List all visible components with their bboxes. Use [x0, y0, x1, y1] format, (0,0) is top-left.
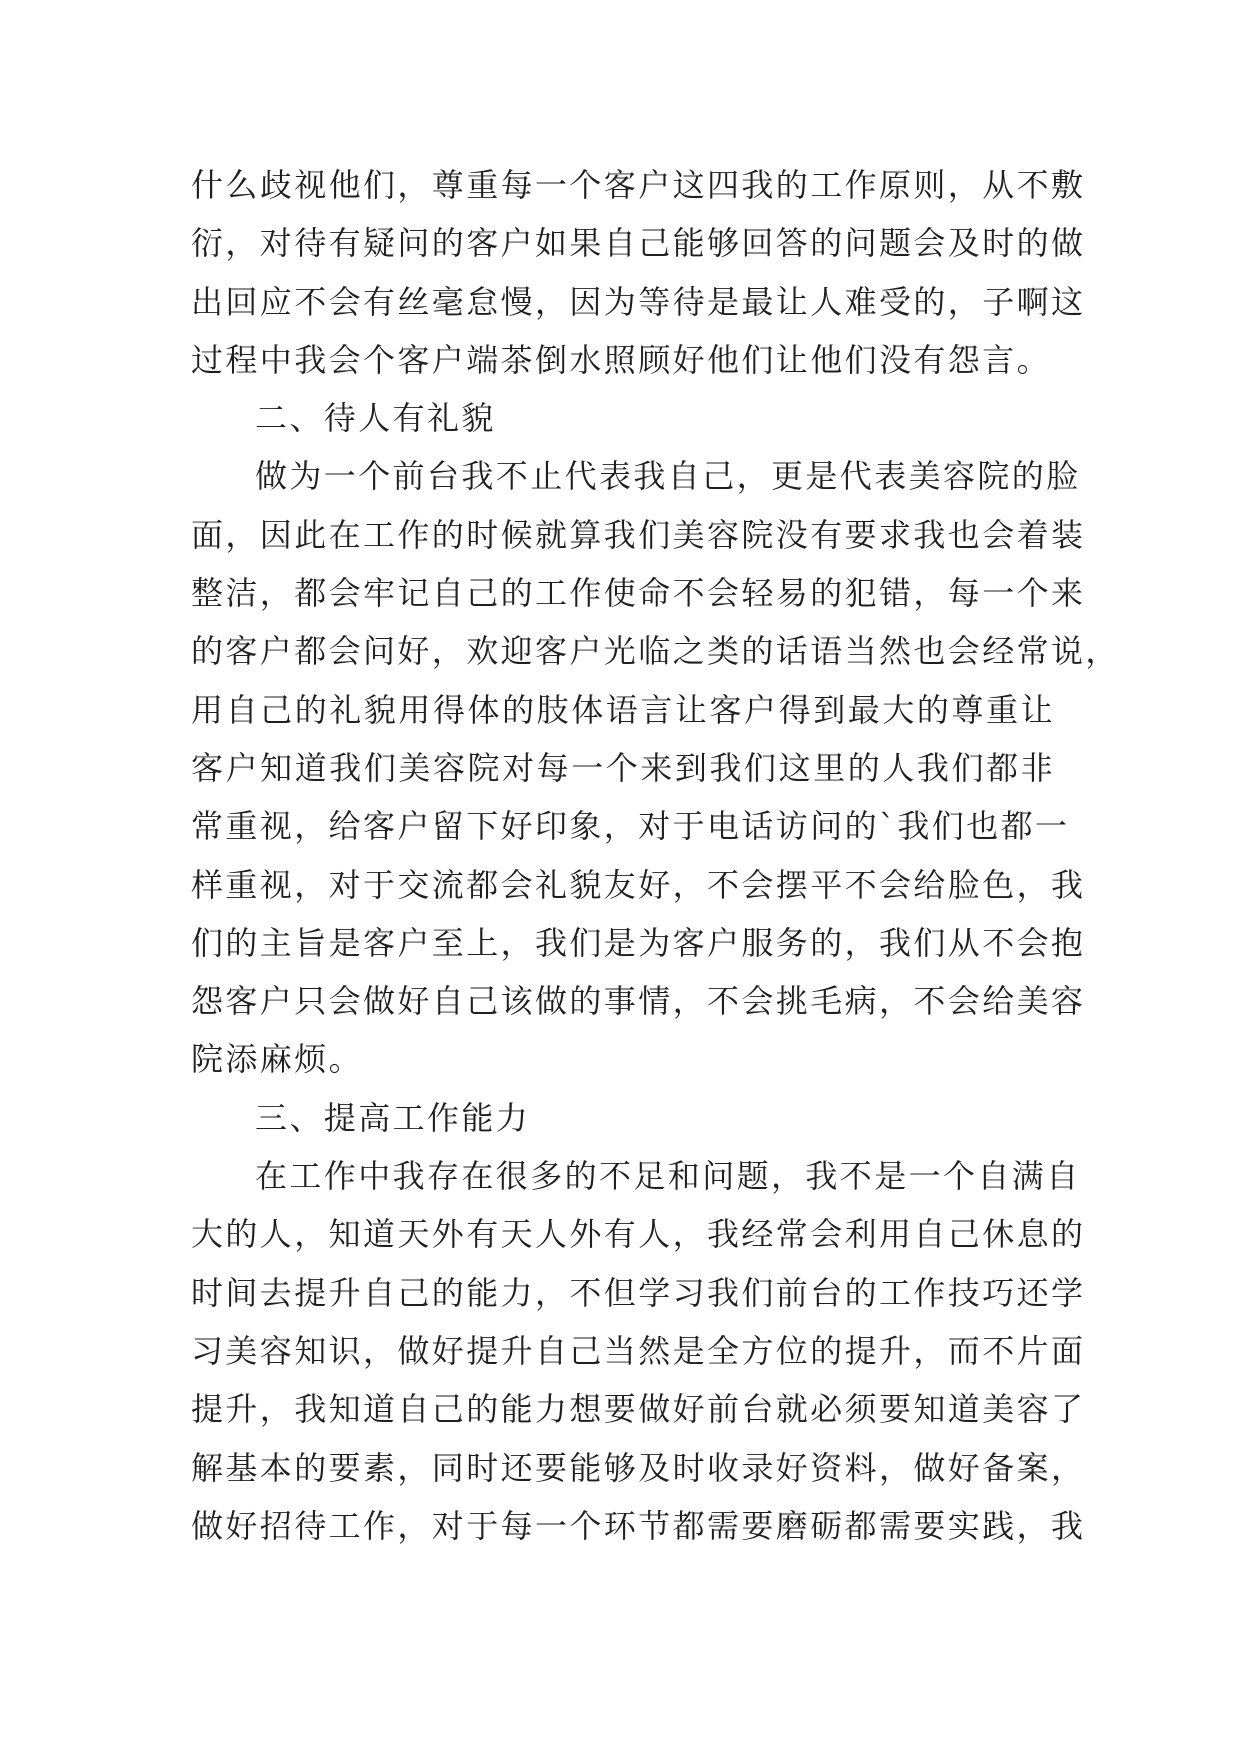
text-line: 们的主旨是客户至上，我们是为客户服务的，我们从不会抱 [191, 923, 1086, 962]
text-line: 衍，对待有疑问的客户如果自己能够回答的问题会及时的做 [191, 224, 1086, 263]
text-line: 怨客户只会做好自己该做的事情，不会挑毛病，不会给美容 [191, 982, 1086, 1021]
text-line: 习美容知识，做好提升自己当然是全方位的提升，而不片面 [191, 1331, 1086, 1370]
text-line: 整洁，都会牢记自己的工作使命不会轻易的犯错，每一个来 [191, 574, 1086, 613]
section-heading: 三、提高工作能力 [255, 1098, 531, 1137]
text-line: 样重视，对于交流都会礼貌友好，不会摆平不会给脸色，我 [191, 865, 1086, 904]
text-line: 客户知道我们美容院对每一个来到我们这里的人我们都非 [191, 748, 1055, 787]
text-line: 面，因此在工作的时候就算我们美容院没有要求我也会着装 [191, 515, 1086, 554]
text-line: 大的人，知道天外有天人外有人，我经常会利用自己休息的 [191, 1215, 1086, 1254]
text-line: 出回应不会有丝毫怠慢，因为等待是最让人难受的，子啊这 [191, 282, 1086, 321]
text-line: 常重视，给客户留下好印象，对于电话访问的`我们也都一 [191, 807, 1070, 846]
text-line: 做好招待工作，对于每一个环节都需要磨砺都需要实践，我 [191, 1506, 1086, 1545]
text-line: 做为一个前台我不止代表我自己，更是代表美容院的脸 [255, 457, 1081, 496]
text-line: 院添麻烦。 [191, 1040, 364, 1079]
text-line: 过程中我会个客户端茶倒水照顾好他们让他们没有怨言。 [191, 340, 1052, 379]
document-body [191, 156, 1120, 1555]
section-heading: 二、待人有礼貌 [255, 399, 496, 438]
text-line: 什么歧视他们，尊重每一个客户这四我的工作原则，从不敷 [191, 166, 1086, 204]
text-line: 用自己的礼貌用得体的肢体语言让客户得到最大的尊重让 [191, 690, 1055, 729]
text-line: 提升，我知道自己的能力想要做好前台就必须要知道美容了 [191, 1390, 1086, 1429]
text-line: 时间去提升自己的能力，不但学习我们前台的工作技巧还学 [191, 1273, 1086, 1312]
text-line: 在工作中我存在很多的不足和问题，我不是一个自满自 [255, 1157, 1081, 1196]
text-line: 解基本的要素，同时还要能够及时收录好资料，做好备案， [191, 1448, 1086, 1487]
text-line: 的客户都会问好，欢迎客户光临之类的话语当然也会经常说， [191, 632, 1120, 671]
